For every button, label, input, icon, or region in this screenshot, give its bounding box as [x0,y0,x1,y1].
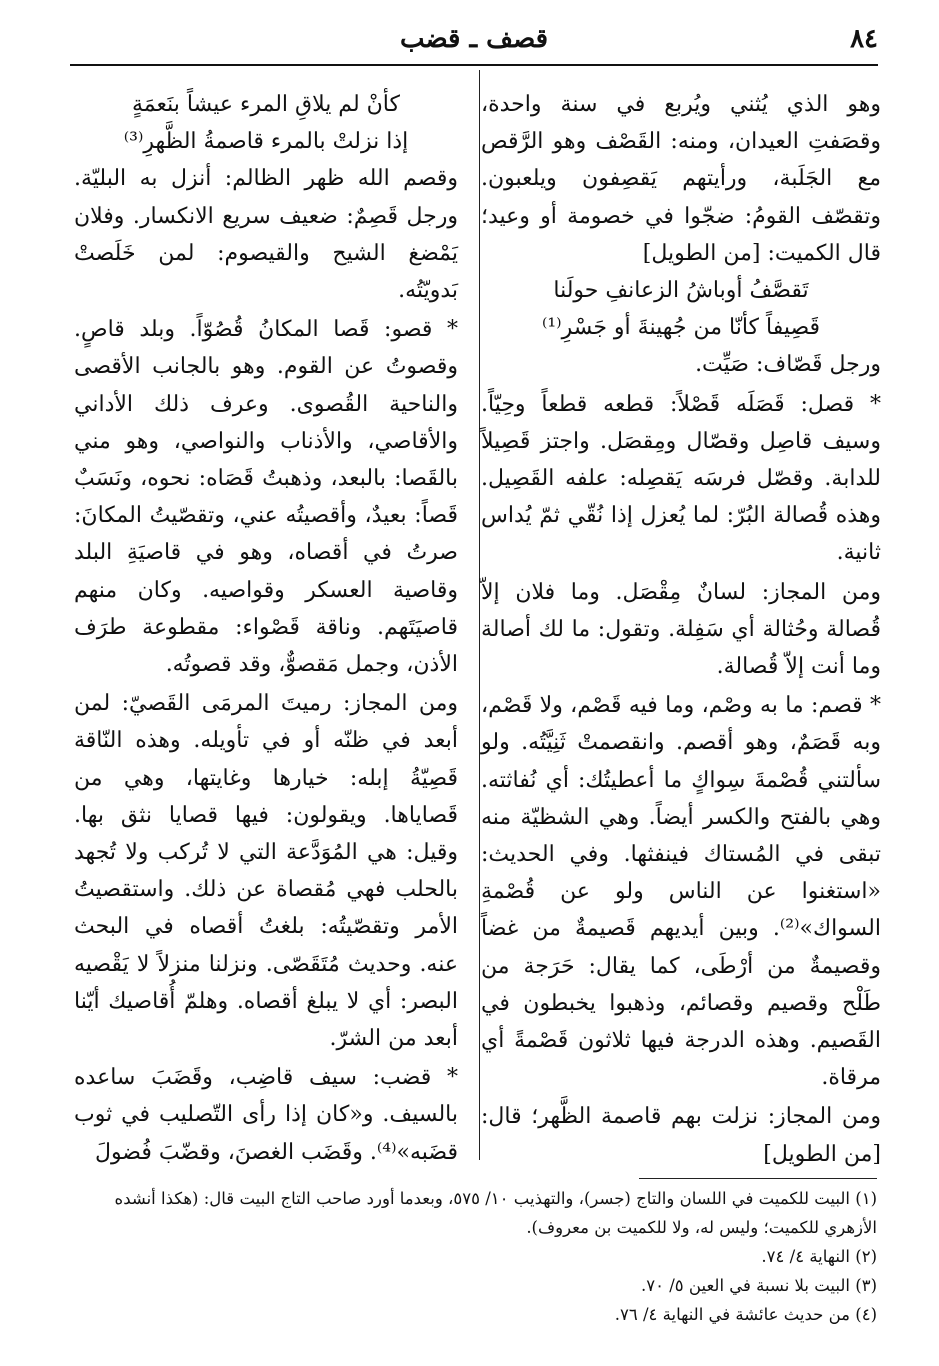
running-title: قصف ـ قضب [399,24,549,54]
verse-line: تَقصَّفُ أوباشُ الزعانفِ حولَنا [553,278,809,304]
footnote-rule [639,1178,877,1179]
header-rule [70,64,878,66]
footnote: (٣) البيت بلا نسبة في العين ٥/ ٧٠. [641,1276,877,1295]
paragraph: وقصم الله ظهر الظالم: أنزل به البليّة. ورجل قَصِمٌ: ضعيف سريع الانكسار. وفلان يَمْضغ الشيح والقيصوم: لمن خَلَصتْ بَدويّتُه. [74,166,458,304]
entry-qasam: * قصم: ما به وصْم، وما فيه قَصْم، ولا قَصْم، وبه قَصَمٌ، وهو أقصم. وانقصمتْ ثَنِيَّتُه. ولو سألتني قُصْمةَ سِواكٍ ما أعطيتُك: أي نُفاثته. وهي بالفتح والكسر أيضاً. وهي الشظيّة منه تبقى في المُستاك فينفثها. وفي الحديث: «استغنوا عن الناس ولو عن قُصْمةِ السواك»⁽²⁾. وبين أيديهم قَصيمةٌ من غضاً وقصيمةٌ من أرْطَى، كما يقال: حَرَجة من طَلْح وقصيم وقصائم، وذهبوا يخبطون في القَصيم. وهذه الدرجة فيها ثلاثون قَصْمةً أي مرقاة. [481,693,881,1091]
page-number: ٨٤ [850,24,878,54]
right-column [481,86,881,1167]
footnote: (٤) من حديث عائشة في النهاية ٤/ ٧٦. [614,1305,877,1324]
paragraph-majaz: ومن المجاز: رميتَ المرمَى القَصيّ: لمن أبعد في ظنّه أو في تأويله. وهذه النّاقة قَصِيّةُ إبله: خيارها وغايتها، وهي من قَصاياها. ويقولون: فيها قصايا نثق بها. وقيل: هي المُوَدَّعة التي لا تُركب ولا تُجهد بالحلب فهي مُقصاة عن ذلك. واستقصيتُ الأمر وتقصّيتُه: بلغتُ أقصاه في البحث عنه. وحديث مُتَقَصّى. ونزلنا منزلاً لا يَقْصيه البصر: أي لا يبلغ أقصاه. وهلمّ أُقاصيك أيّنا أبعد من الشرّ. [74,691,458,1052]
verse-line: قَصِيفاً كأنّا من جُهينةَ أو جَسْرِ⁽¹⁾ [541,315,821,341]
entry-qadab: * قضب: سيف قاضِب، وقَضَبَ ساعده بالسيف. و«كان إذا رأى التّصليب في ثوب قضَبه»⁽⁴⁾. وقَضَب الغصنَ، وقضّبَ فُضولَ [74,1065,458,1165]
footnote-continuation: الأزهري للكميت؛ وليس له، ولا للكميت بن معروف). [526,1218,877,1237]
entry-qasaw: * قصو: قَصا المكانُ قُصُوّاً. وبلد قاصٍ. وقصوتُ عن القوم. وهو بالجانب الأقصى والناحية القُصوى. وعرف ذلك الأداني والأقاصي، والأذناب والنواصي، وهو مني بالقَصا: بالبعد، وذهبتُ قَصَاه: نحوه، ونَسَبٌ قَصاً: بعيدٌ، وأقصيتُه عني، وتقصّيتُ المكانَ: صرتُ في أقصاه، وهو في قاصيَةِ البلد وقاصية العسكر وقواصيه. وكان منهم قاصيَتَهم. وناقة قَصْواء: مقطوعة طرَف الأذن، وجمل مَقصوٌّ، وقد قصوتُه. [74,317,458,678]
paragraph: ورجل قَصّاف: صَيِّت. [695,352,881,378]
verse-line: كأنْ لم يلاقِ المرء عيشاً بنَعمَةٍ [132,92,400,117]
paragraph-majaz: ومن المجاز: لسانٌ مِقْصَل. وما فلان إلاّ قُصالة وحُثالة أي سَفِلة. وتقول: ما لك أصالة وما أنت إلاّ قُصالة. [481,579,881,680]
footnote: (١) البيت للكميت في اللسان والتاج (جسر)، والتهذيب ١٠/ ٥٧٥، وبعدما أورد صاحب التاج البيت قال: (هكذا أنشده [114,1189,877,1208]
left-column [74,86,458,1165]
column-divider [479,70,480,1160]
page-header [70,22,878,62]
verse-line: إذا نزلتْ بالمرء قاصمةُ الظَّهرِ⁽³⁾ [123,129,409,155]
paragraph: وهو الذي يُثني ويُربع في سنة واحدة، وقصَفتِ العيدان، ومنه: القَصْف وهو الرَّقص مع الجَلَبة، ورأيتهم يَقصِفون ويلعبون. وتقصّف القومُ: ضجّوا في خصومة أو وعيد؛ قال الكميت: [من الطويل] [481,92,881,266]
footnotes [57,1184,877,1329]
footnote: (٢) النهاية ٤/ ٧٤. [761,1247,877,1266]
entry-qasal: * قصل: قَصَلَه قَصْلاً: قطعه قطعاً وحِيّاً. وسيف قاصِل وقصّال ومِقصَل. واجتز قَصِيلاً للدابة. وقصّل فرسَه يَقصِله: علفه القَصِيل. وهذه قُصالة البُرّ: لما يُعزل إذا نُقّي ثمّ يُداس ثانية. [481,391,881,566]
paragraph-majaz: ومن المجاز: نزلت بهم قاصمة الظَّهر؛ قال: [من الطويل] [481,1104,881,1167]
